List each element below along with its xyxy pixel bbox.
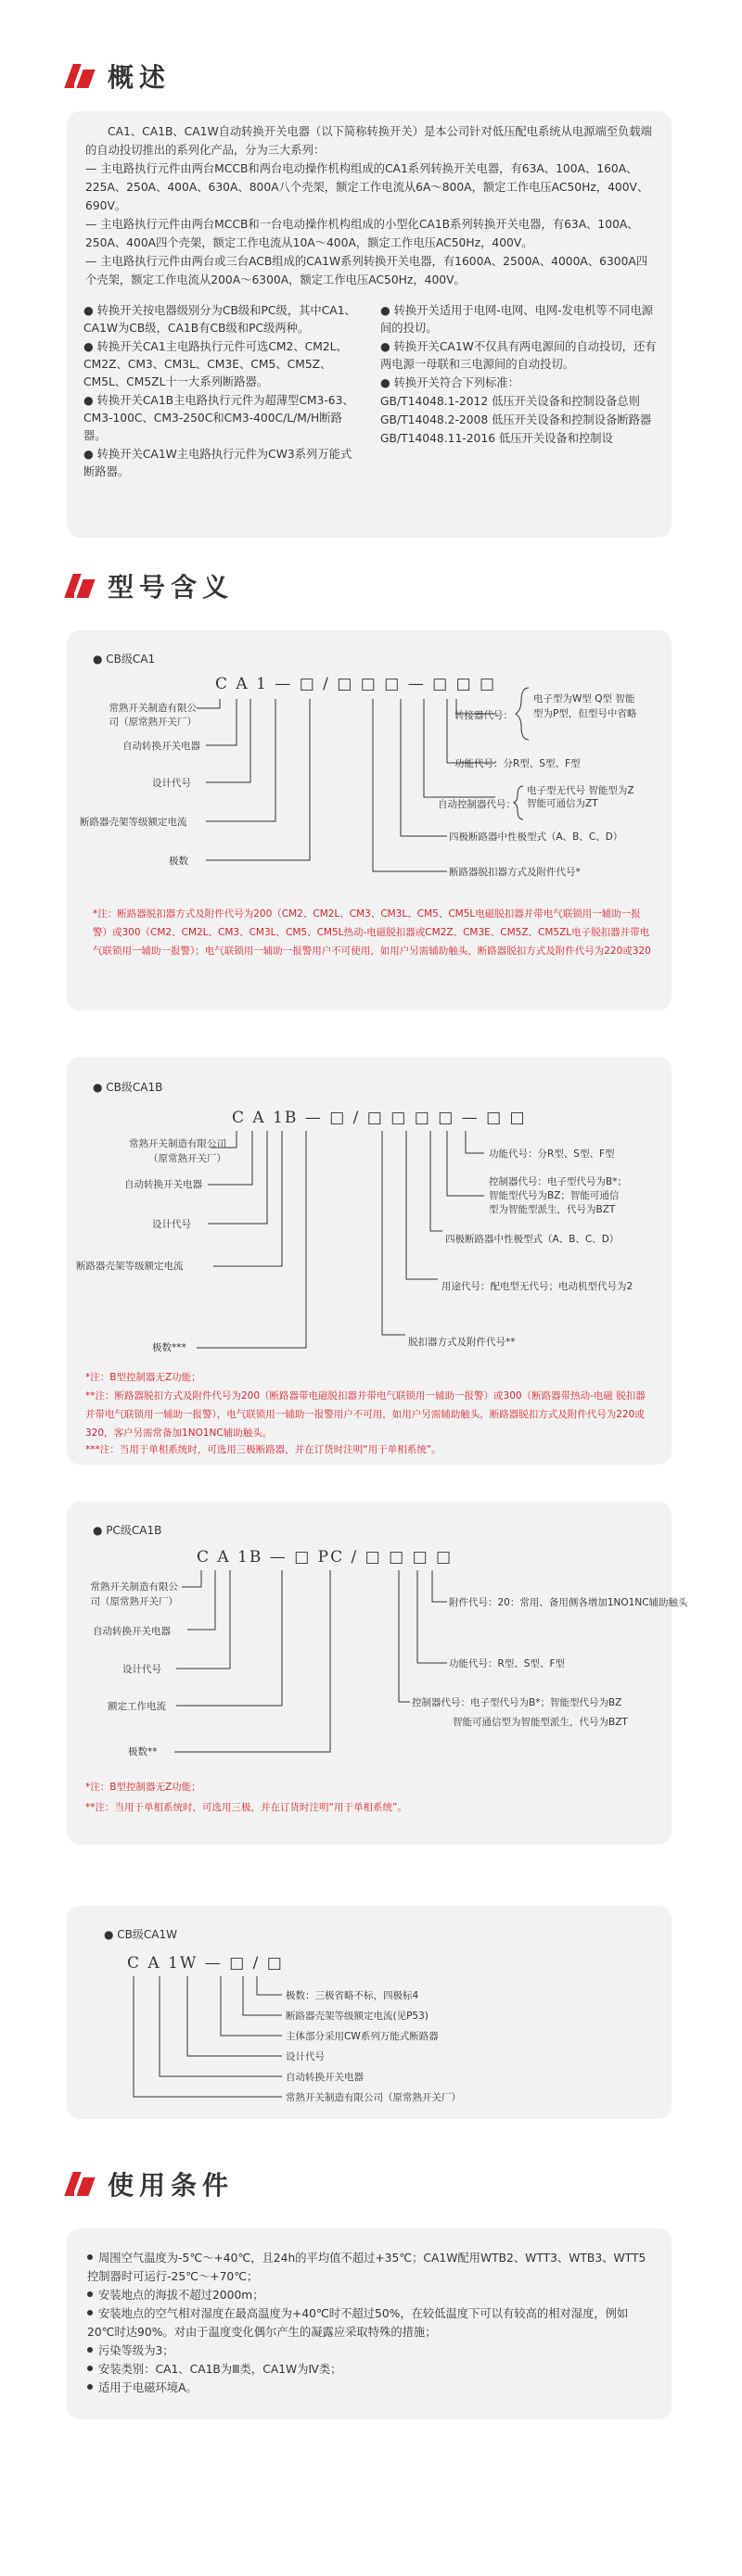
ca1-card (67, 630, 672, 1010)
pc-manufacturer-label: 常熟开关制造有限公司（原常熟开关厂） (90, 1581, 178, 1607)
list-item: ● 转换开关CA1W主电路执行元件为CW3系列万能式断路器。 (83, 448, 352, 478)
ca1-controller-label: 自动控制器代号： (438, 799, 516, 810)
ca1-model-code: C A 1 — □ / □ □ □ — □ □ □ (215, 675, 497, 693)
ca1-function-label: 功能代号：分R型、S型、F型 (454, 758, 581, 769)
list-item: GB/T14048.11-2016 低压开关设备和控制设 (380, 432, 613, 445)
ca1b-release-label: 脱扣器方式及附件代号** (408, 1337, 516, 1348)
ca1b-neutral-label: 四极断路器中性极型式（A、B、C、D） (445, 1234, 620, 1245)
pc-accessory-label: 附件代号：20：常用、备用侧各增加1NO1NC辅助触头 (449, 1597, 688, 1608)
ca1-design-label: 设计代号 (152, 778, 191, 789)
section-title: 概述 (108, 62, 172, 93)
list-item: ● 转换开关CA1W不仅具有两电源间的自动投切，还有两电源一母联和三电源间的自动投切。 (380, 340, 657, 371)
ca1b-note-3: ***注：当用于单相系统时，可选用三极断路器，并在订货时注明“用于单相系统”。 (85, 1444, 441, 1455)
overview-left-column (83, 302, 362, 482)
section-title: 使用条件 (108, 2170, 235, 2201)
ca1w-frame-label: 断路器壳架等级额定电流(见P53) (286, 2011, 429, 2022)
ca1-diagram-lines (67, 630, 672, 908)
condition-item: 安装类别：CA1、CA1B为Ⅲ类，CA1W为Ⅳ类； (87, 2360, 655, 2379)
condition-item: 安装地点的海拔不超过2000m； (87, 2286, 655, 2304)
overview-intro: CA1、CA1B、CA1W自动转换开关电器（以下简称转换开关）是本公司针对低压配电系统从电源端至负载端的自动投切推出的系列化产品，分为三大系列： (85, 125, 652, 157)
ca1b-note-1: *注：B型控制器无Z功能； (85, 1372, 201, 1383)
pc-function-label: 功能代号：R型、S型、F型 (449, 1658, 565, 1669)
ca1w-title: ● CB级CA1W (104, 1928, 177, 1941)
list-item: ● 转换开关CA1主电路执行元件可选CM2、CM2L、CM2Z、CM3、CM3L、CM3E、CM5、CM5Z、CM5L、CM5ZL十一大系列断路器。 (83, 340, 348, 388)
ca1w-manufacturer-label: 常熟开关制造有限公司（原常熟开关厂） (286, 2092, 461, 2103)
pc-card (67, 1502, 688, 1845)
ca1b-controller-label: 控制器代号：电子型代号为B*；智能型代号为BZ；智能可通信型为智能型派生，代号为BZT (489, 1176, 627, 1215)
ca1b-manufacturer-label: 常熟开关制造有限公司（原常熟开关厂） (129, 1138, 226, 1164)
ca1b-title: ● CB级CA1B (93, 1081, 163, 1094)
list-item: GB/T14048.2-2008 低压开关设备和控制设备断路器 (380, 413, 652, 426)
ca1-poles-label: 极数 (169, 856, 188, 867)
bullet-icon (87, 2310, 93, 2316)
pc-poles-label: 极数** (128, 1746, 158, 1758)
ca1w-body-label: 主体部分采用CW系列万能式断路器 (286, 2031, 439, 2042)
ca1b-product-label: 自动转换开关电器 (124, 1179, 202, 1190)
ca1b-usage-label: 用途代号：配电型无代号；电动机型代号为2 (441, 1281, 633, 1292)
bullet-icon (87, 2384, 93, 2390)
bullet-icon (87, 2347, 93, 2353)
pc-title: ● PC级CA1B (93, 1524, 162, 1537)
ca1w-poles-label: 极数：三极省略不标，四极标4 (286, 1990, 419, 2001)
pc-model-code: C A 1B — □ PC / □ □ □ □ (197, 1548, 454, 1567)
list-item: ● 转换开关按电器级别分为CB级和PC级，其中CA1、CA1W为CB级，CA1B有CB级和PC级两种。 (83, 304, 356, 335)
ca1-note: *注：断路器脱扣器方式及附件代号为200（CM2、CM2L、CM3、CM3L、CM5、CM5L电磁脱扣器并带电气联锁用一辅助一报警）或300（CM2、CM2L、CM3、CM3L、CM5、CM5L热动-电磁脱扣器或CM2Z、CM3E、CM5Z、CM5ZL电子脱扣器并带电气联锁用一辅助一报警）；电气联锁用一辅助一报警用户不可使用，如用户另需辅助触头，断路器脱扣方式及附件代号为220或320 (93, 908, 651, 957)
list-item: ● 转换开关CA1B主电路执行元件为超薄型CM3-63、CM3-100C、CM3-250C和CM3-400C/L/M/H断路器。 (83, 394, 354, 442)
ca1w-model-code: C A 1W — □ / □ (127, 1954, 284, 1973)
overview-card (67, 111, 672, 538)
section-marker-icon (67, 62, 95, 90)
section-marker-icon (67, 2170, 95, 2198)
ca1-product-label: 自动转换开关电器 (122, 741, 200, 752)
bullet-icon (87, 2291, 93, 2297)
condition-item: 周围空气温度为-5℃～+40℃，且24h的平均值不超过+35℃；CA1W配用WTB2、WTT3、WTB3、WTT5控制器时可运行-25℃～+70℃； (87, 2252, 646, 2283)
list-item: GB/T14048.1-2012 低压开关设备和控制设备总则 (380, 395, 640, 408)
condition-item: 适用于电磁环境A。 (87, 2379, 655, 2397)
section-title: 型号含义 (108, 572, 235, 603)
ca1w-design-label: 设计代号 (286, 2051, 325, 2062)
overview-series-ca1w: — 主电路执行元件由两台或三台ACB组成的CA1W系列转换开关电器，有1600A、2500A、4000A、6300A四个壳架，额定工作电流从200A～6300A，额定工作电压AC50Hz，400V。 (85, 255, 648, 286)
ca1-frame-label: 断路器壳架等级额定电流 (80, 817, 187, 828)
pc-note-1: *注：B型控制器无Z功能； (85, 1782, 201, 1793)
model-header (67, 567, 234, 604)
ca1b-design-label: 设计代号 (152, 1219, 191, 1230)
ca1-controller-options: 电子型无代号 智能型为Z 智能可通信为ZT (527, 785, 634, 809)
pc-design-label: 设计代号 (122, 1664, 161, 1675)
conditions-header (67, 2165, 234, 2202)
bullet-icon (87, 2366, 93, 2371)
list-item: ● 转换开关符合下列标准： (380, 376, 519, 389)
list-item: ● 转换开关适用于电网-电网、电网-发电机等不同电源间的投切。 (380, 304, 654, 335)
ca1b-card (67, 1057, 672, 1465)
ca1-title: ● CB级CA1 (93, 653, 156, 666)
ca1b-note-2: **注：断路器脱扣方式及附件代号为200（断路器带电磁脱扣器并带电气联锁用一辅助一报警）或300（断路器带热动-电磁 脱扣器并带电气联锁用一辅助一报警），电气联锁用一辅助一报警用户不可用，如用户另需辅助触头，断路器脱扣方式及附件代号为220或320，客户另需常备加1NO1NC辅助触头。 (85, 1390, 646, 1439)
overview-header (67, 57, 171, 95)
ca1-release-label: 断路器脱扣器方式及附件代号* (449, 867, 581, 878)
condition-item: 污染等级为3； (87, 2341, 655, 2360)
ca1b-model-code: C A 1B — □ / □ □ □ □ — □ □ (232, 1109, 527, 1127)
ca1b-poles-label: 极数*** (152, 1342, 186, 1353)
ca1w-card (67, 1906, 672, 2119)
pc-current-label: 额定工作电流 (108, 1701, 166, 1712)
overview-series-ca1: — 主电路执行元件由两台MCCB和两台电动操作机构组成的CA1系列转换开关电器，有63A、100A、160A、225A、250A、400A、630A、800A八个壳架，额定工作电流从6A～800A，额定工作电压AC50Hz，400V、690V。 (85, 162, 649, 212)
ca1b-frame-label: 断路器壳架等级额定电流 (76, 1261, 184, 1272)
overview-series-ca1b: — 主电路执行元件由两台MCCB和一台电动操作机构组成的小型化CA1B系列转换开关电器，有63A、100A、250A、400A四个壳架，额定工作电流从10A～400A，额定工作电压AC50Hz，400V。 (85, 218, 639, 249)
pc-note-2: **注：当用于单相系统时，可选用三极，并在订货时注明“用于单相系统”。 (85, 1802, 407, 1813)
condition-item: 安装地点的空气相对湿度在最高温度为+40℃时不超过50%，在较低温度下可以有较高的相对湿度，例如20℃时达90%。对由于温度变化偶尔产生的凝露应采取特殊的措施； (87, 2307, 629, 2339)
bullet-icon (87, 2254, 93, 2260)
pc-controller-note: 智能可通信型为智能型派生，代号为BZT (453, 1717, 628, 1728)
ca1-manufacturer-label: 常熟开关制造有限公司（原常熟开关厂） (109, 703, 197, 728)
ca1b-function-label: 功能代号：分R型、S型、F型 (489, 1148, 615, 1160)
ca1w-product-label: 自动转换开关电器 (286, 2072, 364, 2083)
section-marker-icon (67, 572, 95, 600)
ca1-connector-options: 电子型为W型 Q型 智能型为P型，但型号中省略 (533, 693, 637, 719)
ca1-neutral-label: 四极断路器中性极型式（A、B、C、D） (449, 831, 623, 843)
ca1-connector-label: 转接器代号： (454, 710, 513, 721)
conditions-card (67, 2228, 672, 2419)
pc-controller-label: 控制器代号：电子型代号为B*；智能型代号为BZ (412, 1697, 622, 1708)
pc-product-label: 自动转换开关电器 (93, 1626, 171, 1637)
overview-right-column (380, 302, 659, 482)
